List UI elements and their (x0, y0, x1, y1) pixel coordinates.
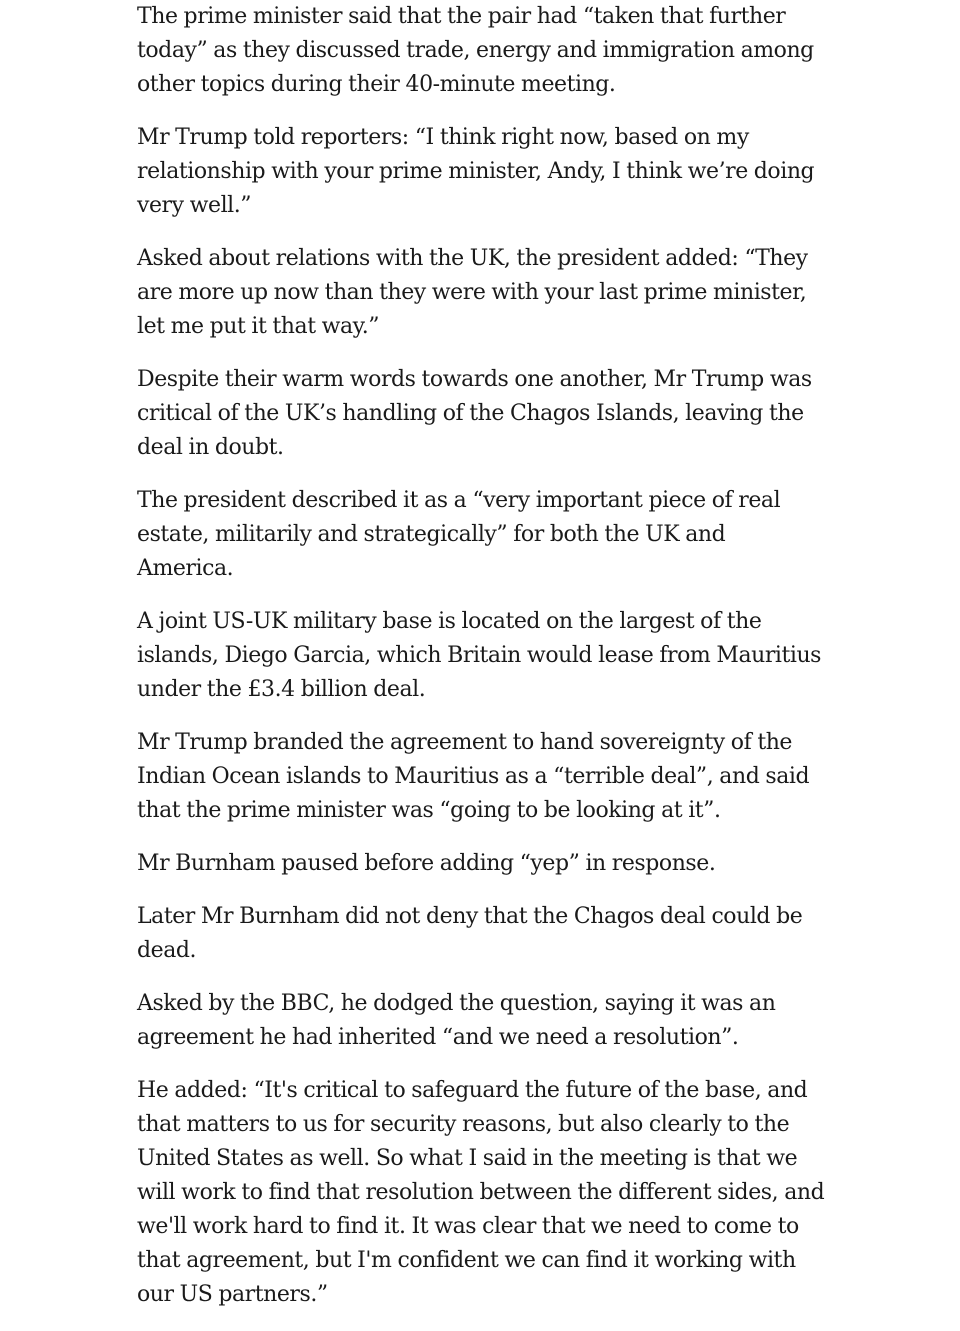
article-paragraph: Mr Burnham paused before adding “yep” in response. (137, 851, 716, 876)
article-body (137, 0, 827, 1331)
article-paragraph: Mr Trump branded the agreement to hand sovereignty of the Indian Ocean islands to Mauritius as a “terrible deal”, and said that the prime minister was “going to be looking at it”. (137, 730, 810, 823)
article-paragraph: Asked by the BBC, he dodged the question, saying it was an agreement he had inherited “and we need a resolution”. (137, 991, 776, 1050)
article-paragraph: Later Mr Burnham did not deny that the Chagos deal could be dead. (137, 904, 803, 963)
article-paragraph: Mr Trump told reporters: “I think right now, based on my relationship with your prime minister, Andy, I think we’re doing very well.” (137, 125, 815, 218)
article-paragraph: Despite their warm words towards one another, Mr Trump was critical of the UK’s handling of the Chagos Islands, leaving the deal in doubt. (137, 367, 812, 460)
article-paragraph: The president described it as a “very important piece of real estate, militarily and strategically” for both the UK and America. (137, 488, 781, 581)
article-paragraph: A joint US-UK military base is located on the largest of the islands, Diego Garcia, which Britain would lease from Mauritius under the £3.4 billion deal. (137, 609, 822, 702)
article-paragraph: Asked about relations with the UK, the president added: “They are more up now than they were with your last prime minister, let me put it that way.” (137, 246, 808, 339)
article-paragraph: He added: “It's critical to safeguard the future of the base, and that matters to us for security reasons, but also clearly to the United States as well. So what I said in the meeting is that we will work to find that resolution between the different sides, and we'll work hard to find it. It was clear that we need to come to that agreement, but I'm confident we can find it working with our US partners.” (137, 1078, 825, 1307)
article-paragraph: The prime minister said that the pair had “taken that further today” as they discussed trade, energy and immigration among other topics during their 40-minute meeting. (137, 4, 814, 97)
